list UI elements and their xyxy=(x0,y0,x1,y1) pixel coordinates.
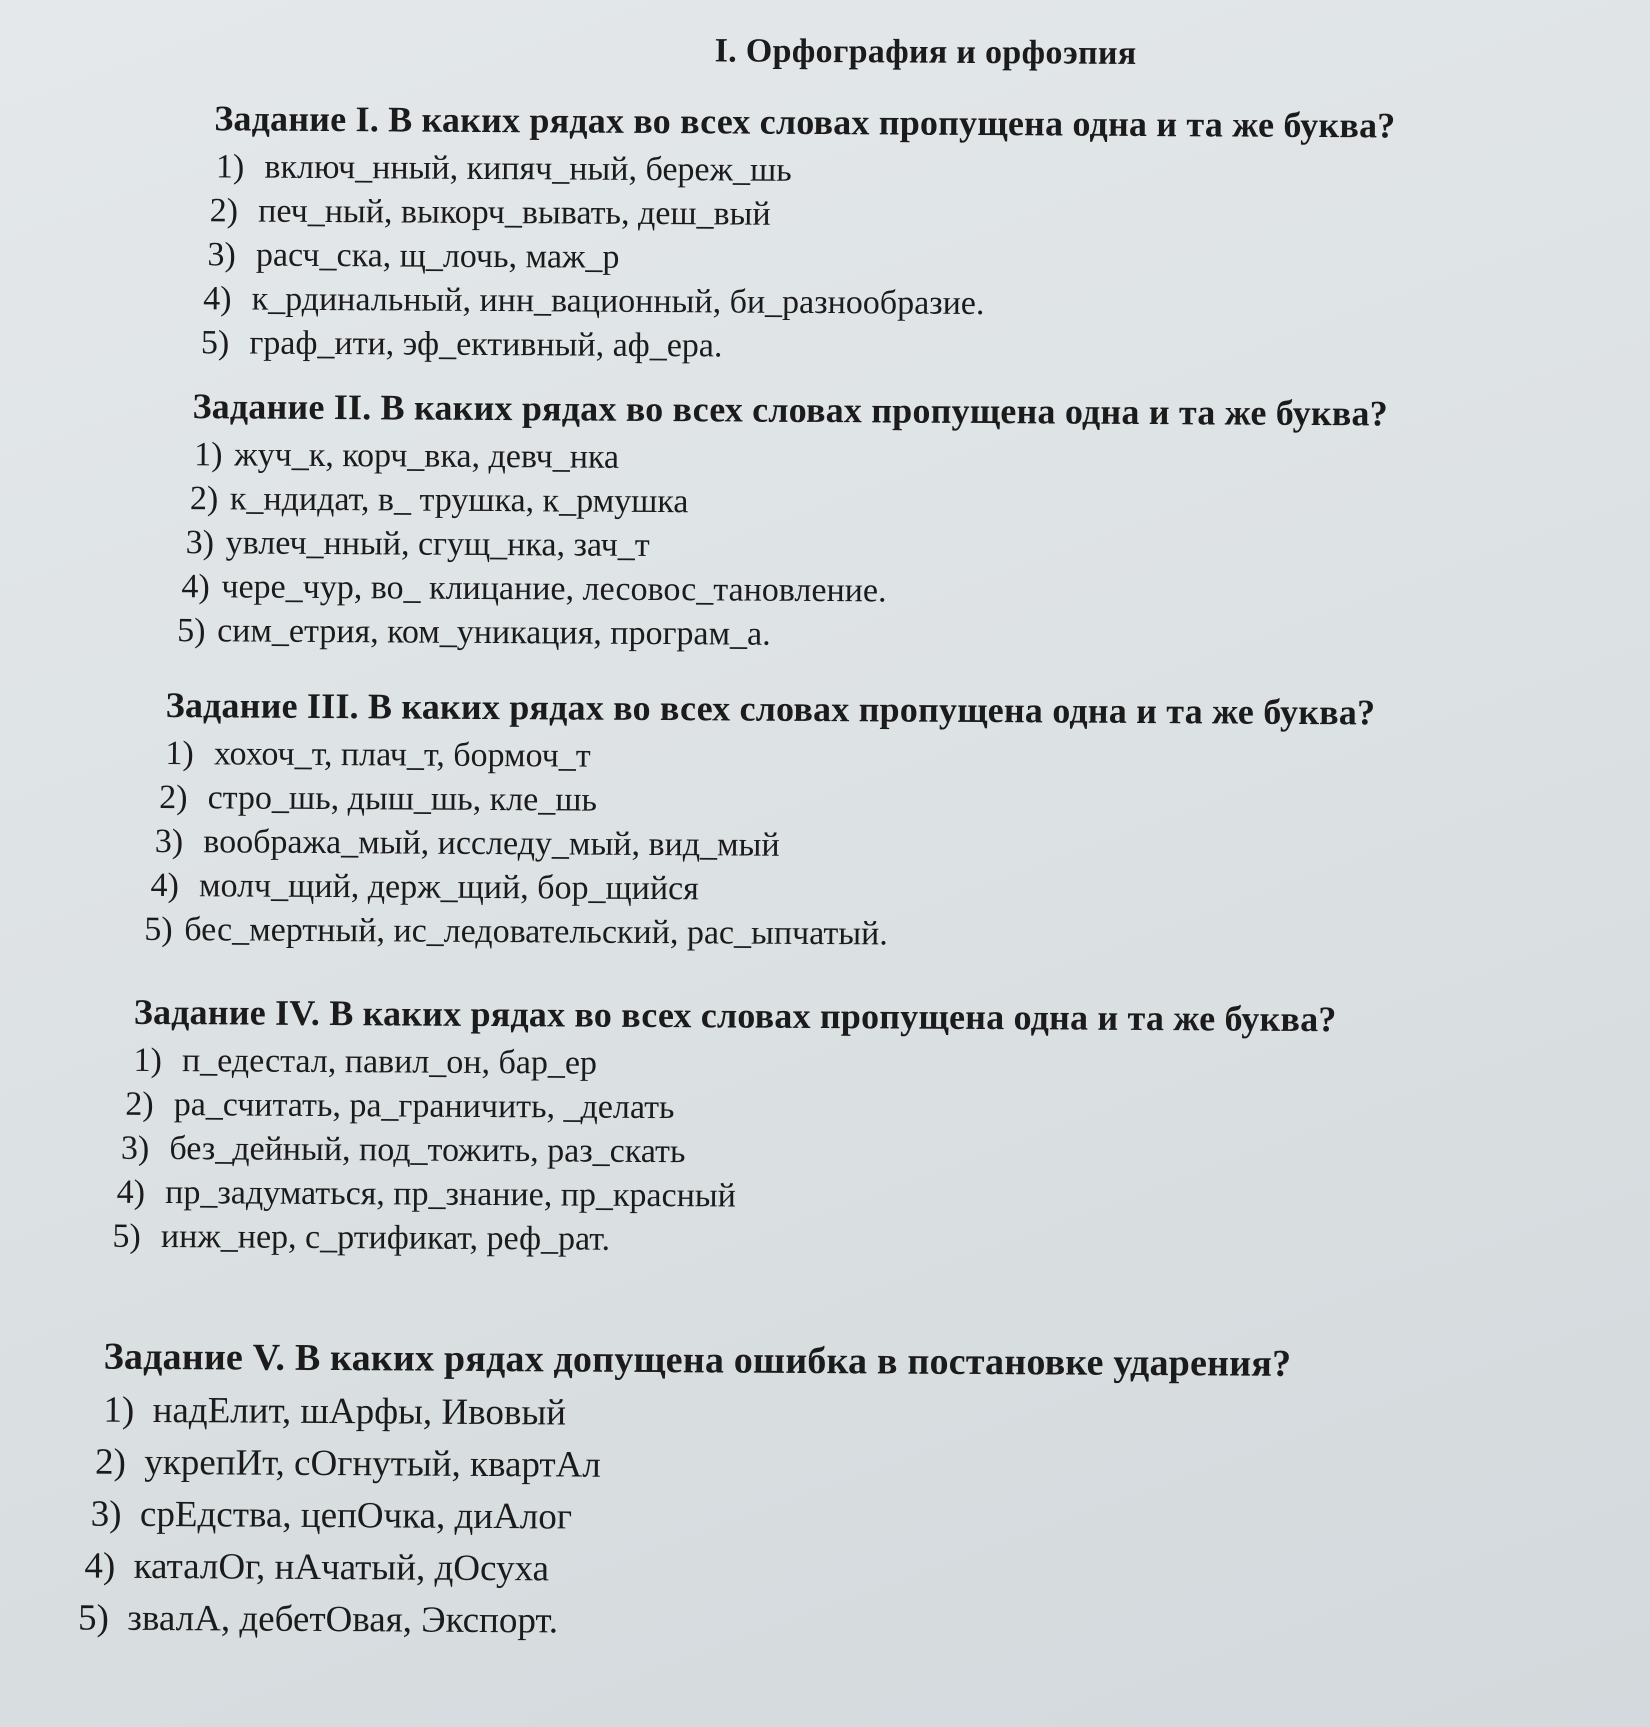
option-text: инж_нер, с_ртификат, реф_рат. xyxy=(160,1218,611,1258)
option-text: к_ндидат, в_ трушка, к_рмушка xyxy=(229,480,689,521)
option-number: 1) xyxy=(133,1041,162,1080)
option-text: граф_ити, эф_ективный, аф_ера. xyxy=(249,324,723,365)
option-text: ра_считать, ра_граничить, _делать xyxy=(173,1086,675,1127)
option-number: 4) xyxy=(203,280,232,318)
option-number: 5) xyxy=(177,612,206,650)
task-3-option-5 xyxy=(144,908,1614,961)
option-number: 1) xyxy=(215,148,245,186)
option-number: 5) xyxy=(112,1217,141,1255)
option-text: хохоч_т, плач_т, бормоч_т xyxy=(213,735,591,775)
task-5 xyxy=(77,1335,1554,1654)
option-number: 4) xyxy=(181,568,210,606)
option-text: увлеч_нный, сгущ_нка, зач_т xyxy=(225,524,650,564)
option-number: 2) xyxy=(125,1085,154,1123)
option-number: 5) xyxy=(144,910,173,949)
option-number: 1) xyxy=(165,735,194,773)
task-5-option-3 xyxy=(91,1489,1553,1550)
option-number: 2) xyxy=(159,778,188,817)
task-5-option-4 xyxy=(84,1541,1552,1602)
task-4 xyxy=(112,991,1584,1268)
option-text: молч_щий, держ_щий, бор_щийся xyxy=(198,867,699,908)
option-number: 1) xyxy=(103,1389,135,1431)
task-1 xyxy=(200,97,1650,374)
option-text: каталОг, нАчатый, дОсуха xyxy=(133,1545,550,1590)
option-number: 4) xyxy=(84,1545,116,1587)
option-number: 2) xyxy=(94,1441,127,1483)
option-text: бес_мертный, ис_ледовательский, рас_ыпчатый. xyxy=(184,911,888,953)
task-2-heading: Задание II. В каких рядах во всех словах пропущена одна и та же буква? xyxy=(192,386,1389,434)
task-4-option-5 xyxy=(112,1215,1582,1268)
option-text: укрепИт, сОгнутый, квартАл xyxy=(144,1441,601,1486)
option-number: 5) xyxy=(200,324,230,362)
task-3 xyxy=(144,684,1616,961)
option-text: звалА, дебетОвая, Экспорт. xyxy=(127,1597,559,1642)
task-5-option-5 xyxy=(78,1593,1552,1654)
task-1-heading: Задание I. В каких рядах во всех словах пропущена одна и та же буква? xyxy=(214,98,1396,146)
option-number: 3) xyxy=(120,1129,150,1167)
task-2 xyxy=(177,385,1643,662)
option-text: печ_ный, выкорч_вывать, деш_вый xyxy=(258,192,771,233)
option-text: пр_задуматься, пр_знание, пр_красный xyxy=(165,1174,737,1215)
main-title: I. Орфография и орфоэпия xyxy=(714,32,1137,72)
option-number: 3) xyxy=(207,236,236,274)
option-text: срЕдства, цепОчка, диАлог xyxy=(139,1493,573,1538)
task-1-option-5 xyxy=(201,321,1650,374)
option-number: 2) xyxy=(189,480,219,518)
task-3-heading: Задание III. В каких рядах во всех словах пропущена одна и та же буква? xyxy=(165,685,1376,733)
task-5-heading: Задание V. В каких рядах допущена ошибка в постановке ударения? xyxy=(103,1335,1292,1385)
option-text: надЕлит, шАрфы, Ивовый xyxy=(152,1389,567,1434)
option-text: чере_чур, во_ клицание, лесовос_тановление. xyxy=(221,568,887,610)
task-5-option-2 xyxy=(95,1437,1553,1498)
option-number: 3) xyxy=(90,1493,122,1535)
option-text: сим_етрия, ком_уникация, програм_а. xyxy=(217,612,771,653)
option-text: п_едестал, павил_он, бар_ер xyxy=(181,1042,598,1082)
option-number: 3) xyxy=(185,524,215,562)
option-text: стро_шь, дыш_шь, кле_шь xyxy=(207,779,598,819)
option-number: 4) xyxy=(150,866,180,905)
option-text: жуч_к, корч_вка, девч_нка xyxy=(234,436,620,476)
option-number: 4) xyxy=(116,1173,146,1211)
option-number: 5) xyxy=(77,1597,110,1639)
option-number: 2) xyxy=(209,192,239,230)
option-text: вообража_мый, исследу_мый, вид_мый xyxy=(203,823,780,864)
option-text: расч_ска, щ_лочь, маж_р xyxy=(255,236,620,276)
option-text: включ_нный, кипяч_ный, береж_шь xyxy=(264,148,792,189)
option-number: 3) xyxy=(154,822,184,861)
option-number: 1) xyxy=(194,436,223,474)
task-5-option-1 xyxy=(103,1385,1553,1446)
option-text: без_дейный, под_тожить, раз_скать xyxy=(169,1130,686,1171)
option-text: к_рдинальный, инн_вационный, би_разнообразие. xyxy=(251,280,985,323)
task-2-option-5 xyxy=(177,609,1641,662)
task-4-heading: Задание IV. В каких рядах во всех словах пропущена одна и та же буква? xyxy=(133,991,1337,1040)
